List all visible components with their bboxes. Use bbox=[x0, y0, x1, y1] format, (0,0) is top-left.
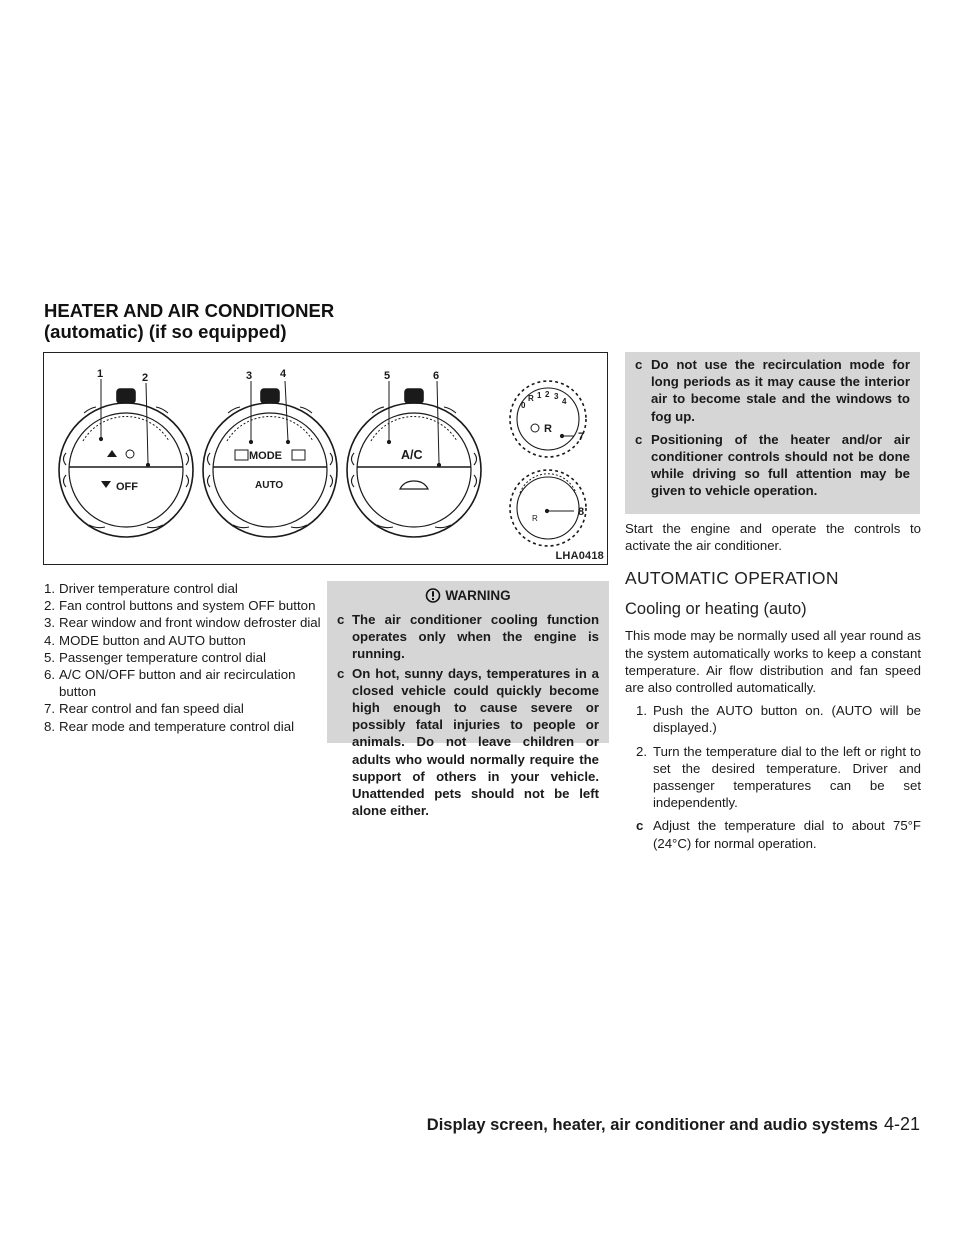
legend-text: Passenger temperature control dial bbox=[59, 649, 266, 665]
figure-legend bbox=[44, 580, 324, 735]
legend-text: Rear control and fan speed dial bbox=[59, 701, 244, 717]
legend-text: Fan control buttons and system OFF button bbox=[59, 598, 316, 614]
legend-text: MODE button and AUTO button bbox=[59, 632, 246, 648]
warning-item-text: On hot, sunny days, temperatures in a closed vehicle could quickly become high enough to cause severe or possibly fatal injuries to people or animals. Do not leave children or adults who would normally require the support of others in your vehicle. Unattended pets should not be left alone either. bbox=[352, 665, 599, 819]
legend-number: 1. bbox=[44, 581, 56, 596]
bullet-mark: c bbox=[635, 431, 643, 447]
control-panel-figure bbox=[43, 352, 608, 565]
step-number: 1. bbox=[636, 703, 647, 719]
step-item bbox=[625, 817, 921, 851]
caution-list bbox=[635, 356, 910, 500]
warning-item bbox=[337, 611, 599, 663]
step-item bbox=[625, 743, 921, 812]
bullet-mark: c bbox=[337, 665, 345, 681]
section-title-line-1: HEATER AND AIR CONDITIONER bbox=[44, 300, 335, 321]
step-text: Adjust the temperature dial to about 75°F (24°C) for normal operation. bbox=[653, 818, 921, 851]
rear-fan-scale-r: R bbox=[528, 394, 534, 403]
callout-3: 3 bbox=[246, 370, 253, 382]
caution-box bbox=[625, 352, 920, 514]
footer-title: Display screen, heater, air conditioner and audio systems bbox=[426, 1116, 878, 1134]
step-text: Turn the temperature dial to the left or right to set the desired temperature. Driver and passenger temperatures can be set independently. bbox=[653, 743, 921, 811]
figure-code: LHA0418 bbox=[555, 550, 604, 562]
legend-item bbox=[44, 718, 324, 735]
step-number: 2. bbox=[636, 743, 647, 759]
rear-fan-mode-label: R bbox=[544, 423, 552, 435]
bullet-mark: c bbox=[635, 357, 643, 372]
body-text: This mode may be normally used all year round as the system automatically works to keep a constant temperature. Air flow distribution and fan speed are also controlled automatically. bbox=[625, 628, 921, 696]
subheading-cooling-heating: Cooling or heating (auto) bbox=[625, 600, 807, 619]
page-footer bbox=[427, 1114, 920, 1135]
step-item bbox=[625, 702, 921, 736]
legend-item bbox=[44, 580, 324, 597]
legend-text: Rear window and front window defroster dial bbox=[59, 615, 321, 631]
caution-item bbox=[635, 431, 910, 500]
automatic-operation-section bbox=[625, 520, 921, 858]
step-text: Push the AUTO button on. (AUTO will be displayed.) bbox=[653, 703, 921, 736]
legend-text: Driver temperature control dial bbox=[59, 581, 238, 596]
driver-temperature-dial bbox=[59, 389, 193, 537]
warning-list bbox=[337, 611, 599, 819]
callout-8: 8 bbox=[578, 506, 585, 518]
warning-icon bbox=[425, 588, 441, 610]
callout-1: 1 bbox=[97, 368, 104, 380]
legend-text: A/C ON/OFF button and air recirculation button bbox=[59, 667, 296, 700]
page-number: 4-21 bbox=[883, 1114, 920, 1134]
callout-4: 4 bbox=[280, 368, 287, 380]
rear-fan-scale-0: 0 bbox=[521, 401, 526, 410]
rear-fan-scale-1: 1 bbox=[537, 391, 542, 400]
control-panel-illustration bbox=[44, 353, 607, 564]
heading-automatic-operation: AUTOMATIC OPERATION bbox=[625, 568, 839, 589]
steps-list bbox=[625, 702, 921, 852]
legend-number: 4. bbox=[44, 632, 56, 648]
legend-item bbox=[44, 700, 324, 717]
callout-6: 6 bbox=[433, 370, 440, 382]
caution-item-text: Positioning of the heater and/or air conditioner controls should not be done while driving so full attention may be given to vehicle operation. bbox=[651, 431, 910, 499]
warning-heading bbox=[337, 585, 599, 607]
callout-7: 7 bbox=[578, 431, 585, 443]
step-bullet: c bbox=[636, 818, 644, 834]
passenger-temperature-dial bbox=[347, 389, 481, 537]
legend-item bbox=[44, 649, 324, 666]
bullet-mark: c bbox=[337, 612, 345, 627]
warning-item-text: The air conditioner cooling function operates only when the engine is running. bbox=[352, 612, 599, 662]
legend-text: Rear mode and temperature control dial bbox=[59, 718, 295, 734]
caution-item bbox=[635, 356, 910, 425]
rear-fan-scale-3: 3 bbox=[554, 392, 559, 401]
caution-item-text: Do not use the recirculation mode for long periods as it may cause the interior air to become stale and the windows to fog up. bbox=[651, 357, 910, 424]
rear-temp-mode-label: R bbox=[532, 514, 538, 523]
callout-5: 5 bbox=[384, 370, 391, 382]
rear-fan-scale-4: 4 bbox=[562, 397, 567, 406]
legend-number: 2. bbox=[44, 598, 56, 614]
section-title-line-2: (automatic) (if so equipped) bbox=[44, 321, 287, 342]
legend-item bbox=[44, 632, 324, 649]
legend-number: 7. bbox=[44, 701, 56, 717]
legend-item bbox=[44, 597, 324, 614]
rear-fan-scale-2: 2 bbox=[545, 390, 550, 399]
rear-temperature-dial bbox=[510, 470, 586, 546]
legend-number: 8. bbox=[44, 718, 56, 734]
mode-label: MODE bbox=[249, 450, 282, 462]
legend-item bbox=[44, 614, 324, 631]
callout-2: 2 bbox=[142, 372, 149, 384]
warning-item bbox=[337, 665, 599, 820]
legend-number: 3. bbox=[44, 615, 56, 631]
intro-text: Start the engine and operate the controls to activate the air conditioner. bbox=[625, 521, 921, 554]
warning-box bbox=[327, 581, 609, 819]
warning-heading-text: WARNING bbox=[445, 588, 511, 603]
auto-label: AUTO bbox=[255, 480, 284, 491]
section-title bbox=[44, 300, 334, 342]
callout-leaders bbox=[99, 379, 574, 513]
legend-number: 6. bbox=[44, 667, 56, 683]
defroster-mode-dial bbox=[203, 389, 337, 537]
ac-label: A/C bbox=[401, 448, 423, 462]
legend-item bbox=[44, 666, 324, 700]
off-label: OFF bbox=[116, 481, 138, 493]
legend-number: 5. bbox=[44, 649, 56, 665]
